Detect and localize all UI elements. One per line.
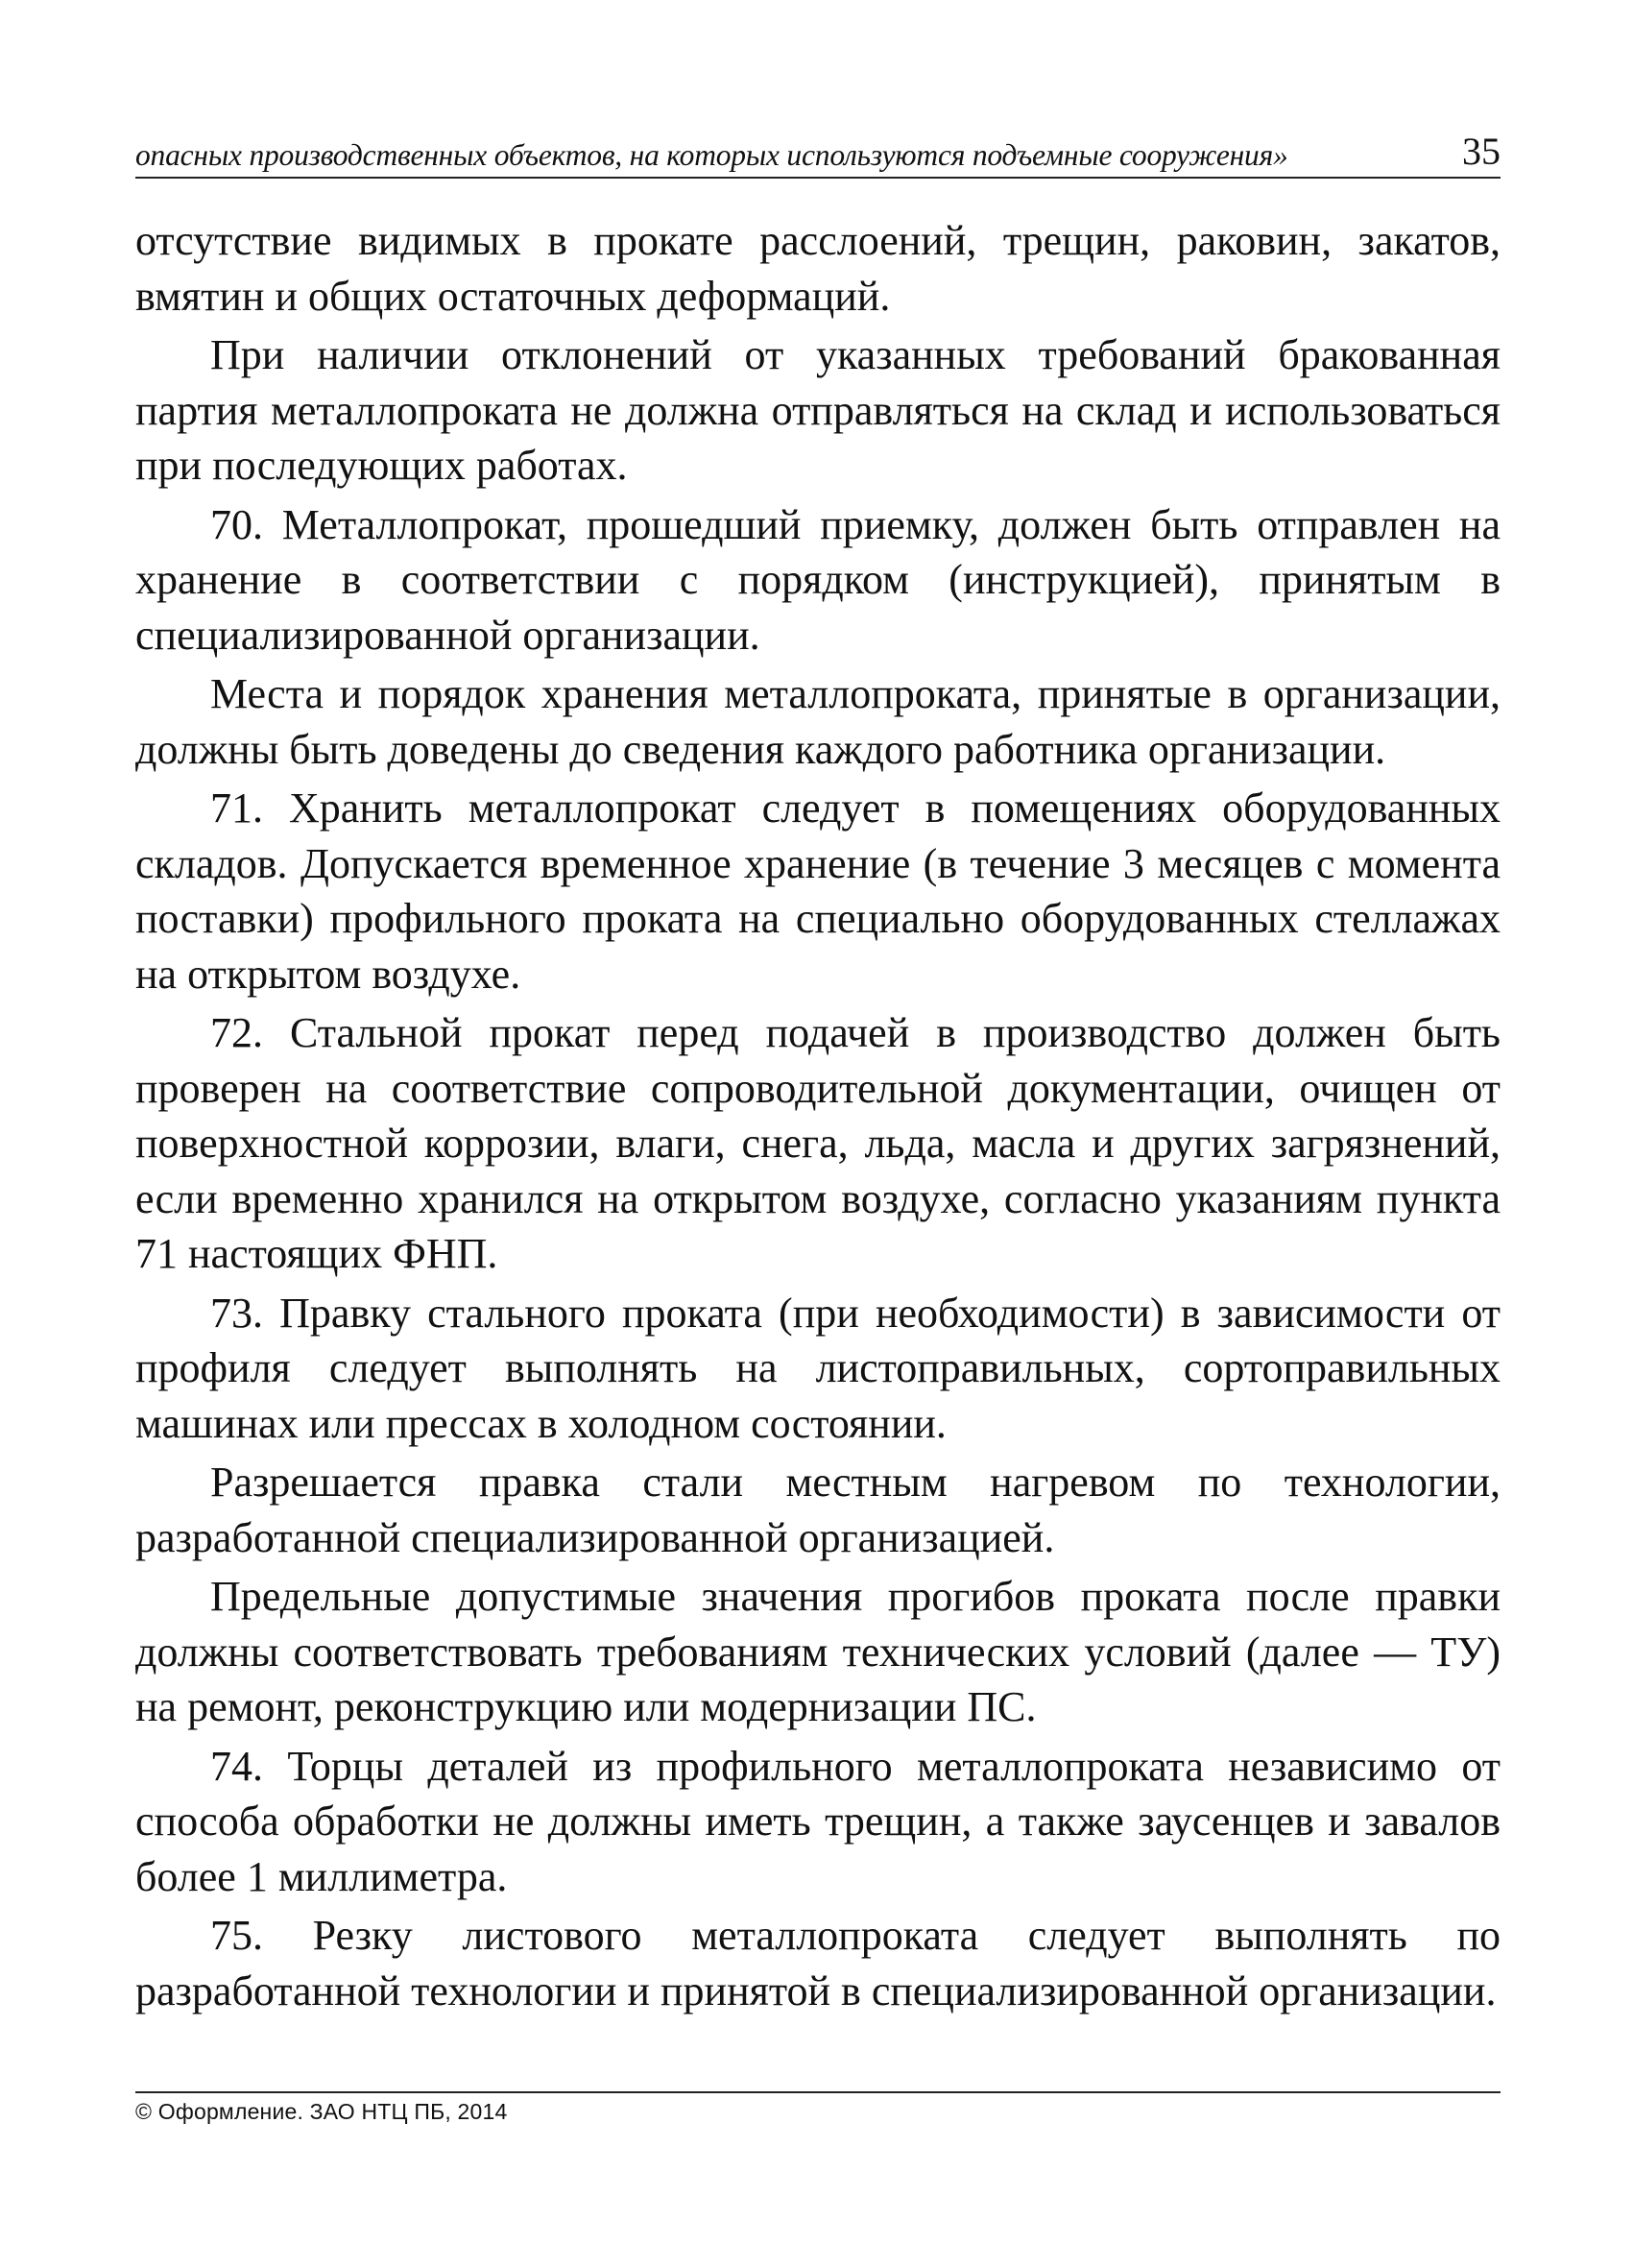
paragraph: 74. Торцы деталей из профильного металлопроката независимо от способа обработки не должны иметь трещин, а также заусенцев и завалов более 1 миллиметра. [135,1742,1501,1900]
paragraph: При наличии отклонений от указанных требований бракованная партия металлопроката не должна отправляться на склад и использоваться при последующих работах. [135,331,1501,489]
paragraph: Предельные допустимые значения прогибов проката после правки должны соответствовать требованиям технических условий (далее — ТУ) на ремонт, реконструкцию или модернизации ПС. [135,1573,1501,1730]
paragraph: Разрешается правка стали местным нагревом по технологии, разработанной специализированной организацией. [135,1459,1501,1561]
paragraph: 73. Правку стального проката (при необходимости) в зависимости от профиля следует выполнять на листоправильных, сортоправильных машинах или прессах в холодном состоянии. [135,1289,1501,1447]
paragraph: 71. Хранить металлопрокат следует в помещениях оборудованных складов. Допускается временное хранение (в течение 3 месяцев с момента поставки) профильного проката на специально оборудованных стеллажах на открытом воздухе. [135,784,1501,998]
footer-copyright: © Оформление. ЗАО НТЦ ПБ, 2014 [135,2099,508,2124]
body-text [135,213,1501,2022]
page-number: 35 [1462,130,1501,173]
page-footer [135,2091,1501,2125]
header-title: опасных производственных объектов, на которых используются подъемные сооружения» [135,138,1288,172]
paragraph: 75. Резку листового металлопроката следует выполнять по разработанной технологии и принятой в специализированной организации. [135,1912,1501,2015]
paragraph: отсутствие видимых в прокате расслоений, трещин, раковин, закатов, вмятин и общих остаточных деформаций. [135,217,1501,320]
paragraph: 72. Стальной прокат перед подачей в производство должен быть проверен на соответствие сопроводительной документации, очищен от поверхностной коррозии, влаги, снега, льда, масла и других загрязнений, если временно хранился на открытом воздухе, согласно указаниям пункта 71 настоящих ФНП. [135,1009,1501,1277]
paragraph: Места и порядок хранения металлопроката, принятые в организации, должны быть доведены до сведения каждого работника организации. [135,670,1501,773]
paragraph: 70. Металлопрокат, прошедший приемку, должен быть отправлен на хранение в соответствии с порядком (инструкцией), принятым в специализированной организации. [135,500,1501,659]
running-header [135,130,1501,179]
